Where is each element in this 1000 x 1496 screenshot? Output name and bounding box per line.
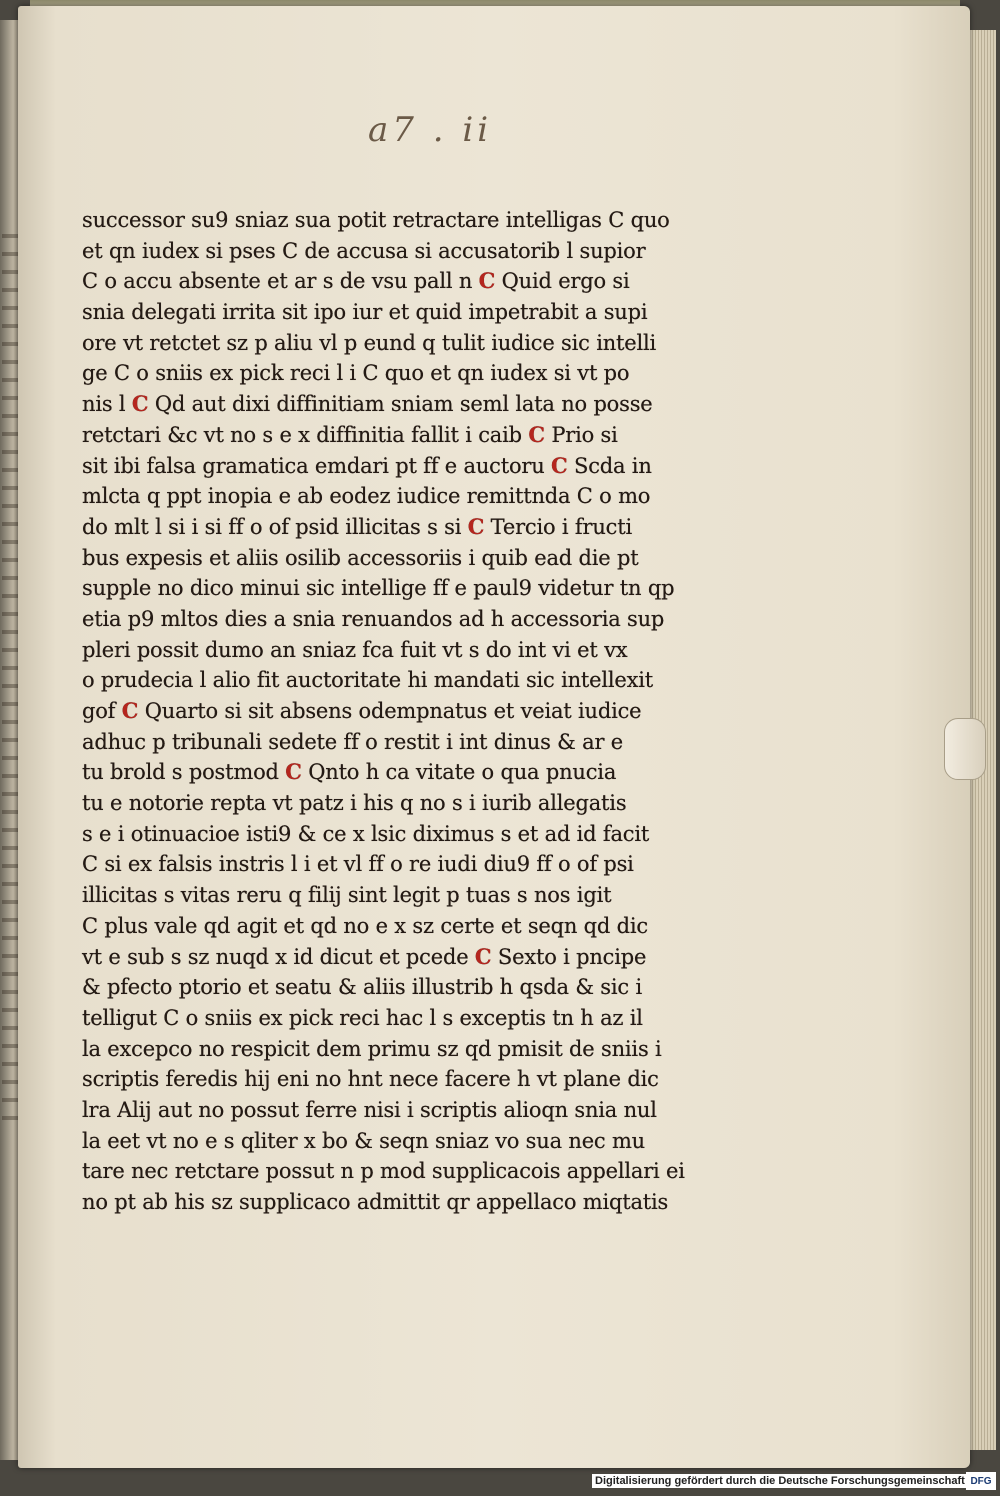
text-line: nis l C Qd aut dixi diffinitiam sniam seml lata no posse bbox=[82, 391, 653, 417]
text-line: s e i otinuacioe isti9 & ce x lsic diximus s et ad id facit bbox=[82, 821, 650, 846]
text-line: scriptis feredis hij eni no hnt nece facere h vt plane dic bbox=[82, 1067, 659, 1092]
text-line: mlcta q ppt inopia e ab eodez iudice remittnda C o mo bbox=[82, 484, 651, 509]
text-line: gof C Quarto si sit absens odempnatus et veiat iudice bbox=[82, 698, 642, 723]
rubric-mark: C bbox=[551, 452, 568, 478]
rubric-mark: C bbox=[467, 513, 485, 539]
text-line: supple no dico minui sic intellige ff e paul9 videtur tn qp bbox=[82, 576, 675, 601]
text-line: pleri possit dumo an sniaz fca fuit vt s do int vi et vx bbox=[82, 637, 628, 662]
text-line: C o accu absente et ar s de vsu pall n C Quid ergo si bbox=[82, 268, 630, 294]
text-line: et qn iudex si pses C de accusa si accusatorib l supior bbox=[82, 238, 646, 263]
text-line: ge C o sniis ex pick reci l i C quo et qn iudex si vt po bbox=[82, 361, 630, 386]
text-line: snia delegati irrita sit ipo iur et quid impetrabit a supi bbox=[82, 300, 648, 325]
previous-page-text-fragment bbox=[2, 220, 18, 1120]
rubric-mark: C bbox=[528, 421, 545, 447]
text-line: do mlt l si i si ff o of psid illicitas s si C Tercio i fructi bbox=[82, 513, 632, 539]
text-line: tare nec retctare possut n p mod supplicacois appellari ei bbox=[82, 1159, 685, 1184]
text-line: & pfecto ptorio et seatu & aliis illustrib h qsda & sic i bbox=[82, 975, 642, 1000]
rubric-mark: C bbox=[285, 759, 302, 785]
text-block bbox=[82, 205, 685, 1235]
text-line: tu brold s postmod C Qnto h ca vitate o qua pnucia bbox=[82, 759, 617, 785]
text-line: o prudecia l alio fit auctoritate hi mandati sic intellexit bbox=[82, 668, 654, 693]
text-line: no pt ab his sz supplicaco admittit qr appellaco miqtatis bbox=[82, 1190, 669, 1214]
text-line: successor su9 sniaz sua potit retractare intelligas C quo bbox=[82, 208, 670, 232]
rubric-mark: C bbox=[121, 698, 139, 723]
rubric-mark: C bbox=[474, 943, 492, 969]
text-line: C plus vale qd agit et qd no e x sz certe et seqn qd dic bbox=[82, 913, 648, 938]
text-line: sit ibi falsa gramatica emdari pt ff e auctoru C Scda in bbox=[82, 452, 652, 478]
text-line: lra Alij aut no possut ferre nisi i scriptis alioqn snia nul bbox=[82, 1097, 657, 1122]
text-line: adhuc p tribunali sedete ff o restit i int dinus & ar e bbox=[82, 729, 623, 754]
text-line: la excepco no respicit dem primu sz qd pmisit de sniis i bbox=[82, 1036, 662, 1061]
text-line: tu e notorie repta vt patz i his q no s i iurib allegatis bbox=[82, 791, 627, 816]
folio-mark: a7 . ii bbox=[368, 110, 493, 150]
rubric-mark: C bbox=[478, 268, 496, 294]
rubric-mark: C bbox=[131, 391, 149, 417]
text-line: C si ex falsis instris l i et vl ff o re iudi diu9 ff o of psi bbox=[82, 852, 634, 877]
text-line: ore vt retctet sz p aliu vl p eund q tulit iudice sic intelli bbox=[82, 330, 657, 355]
dfg-logo: DFG bbox=[966, 1472, 996, 1490]
text-line: vt e sub s sz nuqd x id dicut et pcede C Sexto i pncipe bbox=[82, 943, 647, 969]
text-line: illicitas s vitas reru q filij sint legit p tuas s nos igit bbox=[82, 883, 612, 908]
text-line: telligut C o sniis ex pick reci hac l s exceptis tn h az il bbox=[82, 1005, 643, 1030]
text-line: retctari &c vt no s e x diffinitia fallit i caib C Prio si bbox=[82, 421, 618, 447]
text-line: etia p9 mltos dies a snia renuandos ad h accessoria sup bbox=[82, 606, 665, 631]
text-line: bus expesis et aliis osilib accessoriis i quib ead die pt bbox=[82, 545, 639, 570]
text-line: la eet vt no e s qliter x bo & seqn sniaz vo sua nec mu bbox=[82, 1128, 645, 1153]
page-clip bbox=[944, 718, 986, 780]
funding-credit: Digitalisierung gefördert durch die Deutsche Forschungsgemeinschaft bbox=[592, 1474, 968, 1488]
